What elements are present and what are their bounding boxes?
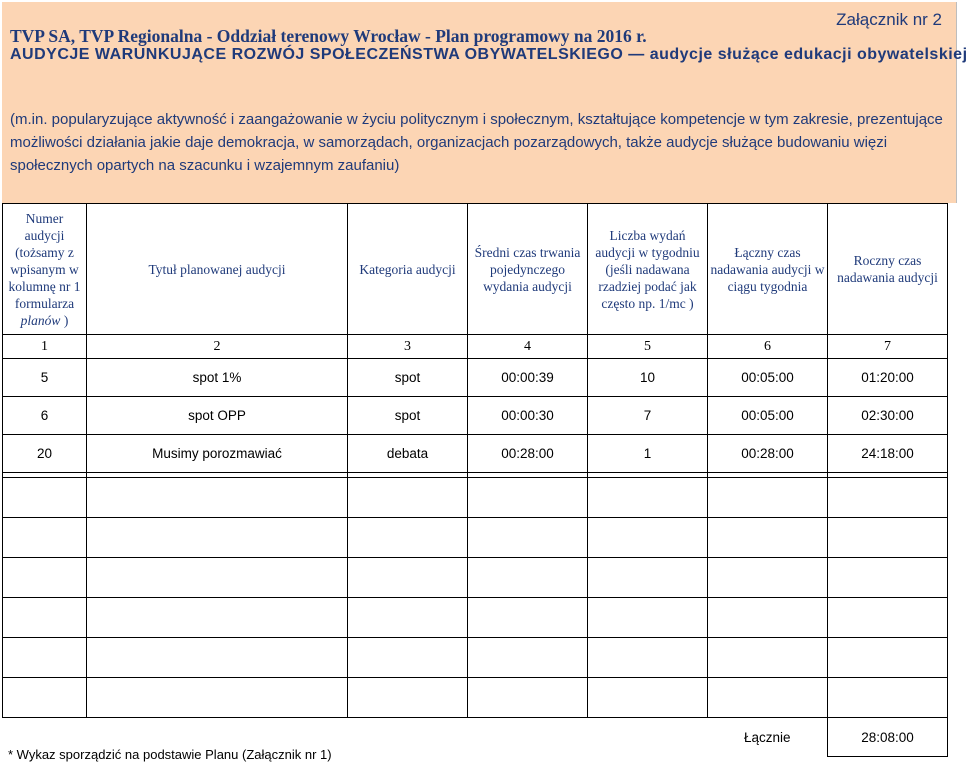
cell-weekly-count[interactable]: 7	[588, 397, 708, 435]
column-number-row	[3, 335, 948, 359]
empty-cell[interactable]	[348, 598, 468, 638]
program-plan-table	[2, 203, 948, 757]
empty-cell[interactable]	[708, 478, 828, 518]
cell-number[interactable]: 5	[3, 359, 87, 397]
empty-cell[interactable]	[708, 518, 828, 558]
empty-cell[interactable]	[3, 638, 87, 678]
cell-weekly-count[interactable]: 10	[588, 359, 708, 397]
cell-number[interactable]: 20	[3, 435, 87, 473]
empty-cell[interactable]	[828, 678, 948, 718]
empty-cell[interactable]	[588, 678, 708, 718]
empty-cell[interactable]	[468, 478, 588, 518]
header-label-number: Numer audycji (tożsamy z wpisanym w kolumnę nr 1 formularza	[8, 210, 81, 311]
empty-cell[interactable]	[348, 678, 468, 718]
empty-cell[interactable]	[3, 558, 87, 598]
document-title: TVP SA, TVP Regionalna - Oddział terenowy Wrocław - Plan programowy na 2016 r.	[10, 26, 647, 46]
empty-row	[3, 558, 948, 598]
clipped-category-line	[10, 46, 968, 63]
blank-cell	[588, 718, 708, 757]
empty-cell[interactable]	[348, 478, 468, 518]
cell-title[interactable]: Musimy porozmawiać	[87, 435, 348, 473]
empty-row	[3, 478, 948, 518]
header-cell-yearly-time[interactable]: Roczny czas nadawania audycji	[828, 204, 948, 335]
total-value[interactable]: 28:08:00	[828, 718, 948, 757]
empty-cell[interactable]	[828, 598, 948, 638]
table-header-row	[3, 204, 948, 335]
empty-cell[interactable]	[828, 478, 948, 518]
empty-cell[interactable]	[708, 638, 828, 678]
empty-cell[interactable]	[87, 598, 348, 638]
annex-label: Załącznik nr 2	[836, 10, 942, 29]
header-cell-title[interactable]: Tytuł planowanej audycji	[87, 204, 348, 335]
empty-cell[interactable]	[828, 558, 948, 598]
column-number[interactable]: 4	[468, 335, 588, 359]
table-row	[3, 435, 948, 473]
header-cell-category[interactable]: Kategoria audycji	[348, 204, 468, 335]
empty-cell[interactable]	[708, 678, 828, 718]
empty-row	[3, 518, 948, 558]
column-number[interactable]: 2	[87, 335, 348, 359]
empty-cell[interactable]	[468, 638, 588, 678]
empty-cell[interactable]	[348, 518, 468, 558]
empty-cell[interactable]	[588, 478, 708, 518]
empty-cell[interactable]	[468, 518, 588, 558]
empty-cell[interactable]	[708, 558, 828, 598]
cell-category[interactable]: spot	[348, 359, 468, 397]
cell-yearly-time[interactable]: 02:30:00	[828, 397, 948, 435]
empty-cell[interactable]	[588, 558, 708, 598]
cell-weekly-time[interactable]: 00:05:00	[708, 359, 828, 397]
empty-cell[interactable]	[87, 678, 348, 718]
table-row	[3, 397, 948, 435]
cell-avg-duration[interactable]: 00:00:30	[468, 397, 588, 435]
empty-cell[interactable]	[468, 558, 588, 598]
footnote: * Wykaz sporządzić na podstawie Planu (Załącznik nr 1)	[8, 747, 332, 762]
empty-cell[interactable]	[87, 558, 348, 598]
clipped-category-text: AUDYCJE WARUNKUJĄCE ROZWÓJ SPOŁECZEŃSTWA OBYWATELSKIEGO — audycje służące edukacji obywatelskiej	[10, 46, 968, 63]
header-cell-weekly-time[interactable]: Łączny czas nadawania audycji w ciągu tygodnia	[708, 204, 828, 335]
column-number[interactable]: 3	[348, 335, 468, 359]
cell-weekly-time[interactable]: 00:28:00	[708, 435, 828, 473]
column-number[interactable]: 5	[588, 335, 708, 359]
empty-cell[interactable]	[3, 478, 87, 518]
empty-cell[interactable]	[87, 518, 348, 558]
table-row	[3, 359, 948, 397]
cell-category[interactable]: debata	[348, 435, 468, 473]
empty-cell[interactable]	[87, 638, 348, 678]
cell-weekly-time[interactable]: 00:05:00	[708, 397, 828, 435]
column-number[interactable]: 1	[3, 335, 87, 359]
header-band	[2, 2, 968, 203]
cell-yearly-time[interactable]: 01:20:00	[828, 359, 948, 397]
cell-category[interactable]: spot	[348, 397, 468, 435]
cell-title[interactable]: spot OPP	[87, 397, 348, 435]
cell-avg-duration[interactable]: 00:28:00	[468, 435, 588, 473]
empty-row	[3, 638, 948, 678]
cell-yearly-time[interactable]: 24:18:00	[828, 435, 948, 473]
header-cell-number[interactable]	[3, 204, 87, 335]
category-description: (m.in. popularyzujące aktywność i zaangażowanie w życiu politycznym i społecznym, kształtujące kompetencje w tym zakresie, prezentujące możliwości działania jakie daje demokracja, w samorządach, organizacjach pozarządowych, także audycje służące budowaniu więzi społecznych opartych na szacunku i wzajemnym zaufaniu)	[10, 111, 943, 174]
empty-cell[interactable]	[3, 678, 87, 718]
empty-cell[interactable]	[588, 518, 708, 558]
column-number[interactable]: 7	[828, 335, 948, 359]
empty-cell[interactable]	[468, 598, 588, 638]
empty-row	[3, 598, 948, 638]
header-cell-weekly-count[interactable]: Liczba wydań audycji w tygodniu (jeśli nadawana rzadziej podać jak często np. 1/mc )	[588, 204, 708, 335]
cell-title[interactable]: spot 1%	[87, 359, 348, 397]
cell-weekly-count[interactable]: 1	[588, 435, 708, 473]
empty-cell[interactable]	[348, 638, 468, 678]
header-label-number-end: )	[60, 312, 69, 328]
empty-cell[interactable]	[588, 598, 708, 638]
empty-cell[interactable]	[828, 518, 948, 558]
total-label: Łącznie	[743, 729, 791, 745]
empty-cell[interactable]	[828, 638, 948, 678]
empty-cell[interactable]	[87, 478, 348, 518]
column-number[interactable]: 6	[708, 335, 828, 359]
blank-cell	[348, 718, 468, 757]
empty-row	[3, 678, 948, 718]
empty-cell[interactable]	[708, 598, 828, 638]
blank-cell	[468, 718, 588, 757]
empty-cell[interactable]	[3, 598, 87, 638]
cell-avg-duration[interactable]: 00:00:39	[468, 359, 588, 397]
empty-cell[interactable]	[348, 558, 468, 598]
empty-cell[interactable]	[468, 678, 588, 718]
cell-number[interactable]: 6	[3, 397, 87, 435]
empty-cell[interactable]	[588, 638, 708, 678]
header-cell-avg-duration[interactable]: Średni czas trwania pojedynczego wydania audycji	[468, 204, 588, 335]
header-label-number-italic: planów	[20, 312, 61, 328]
empty-cell[interactable]	[3, 518, 87, 558]
